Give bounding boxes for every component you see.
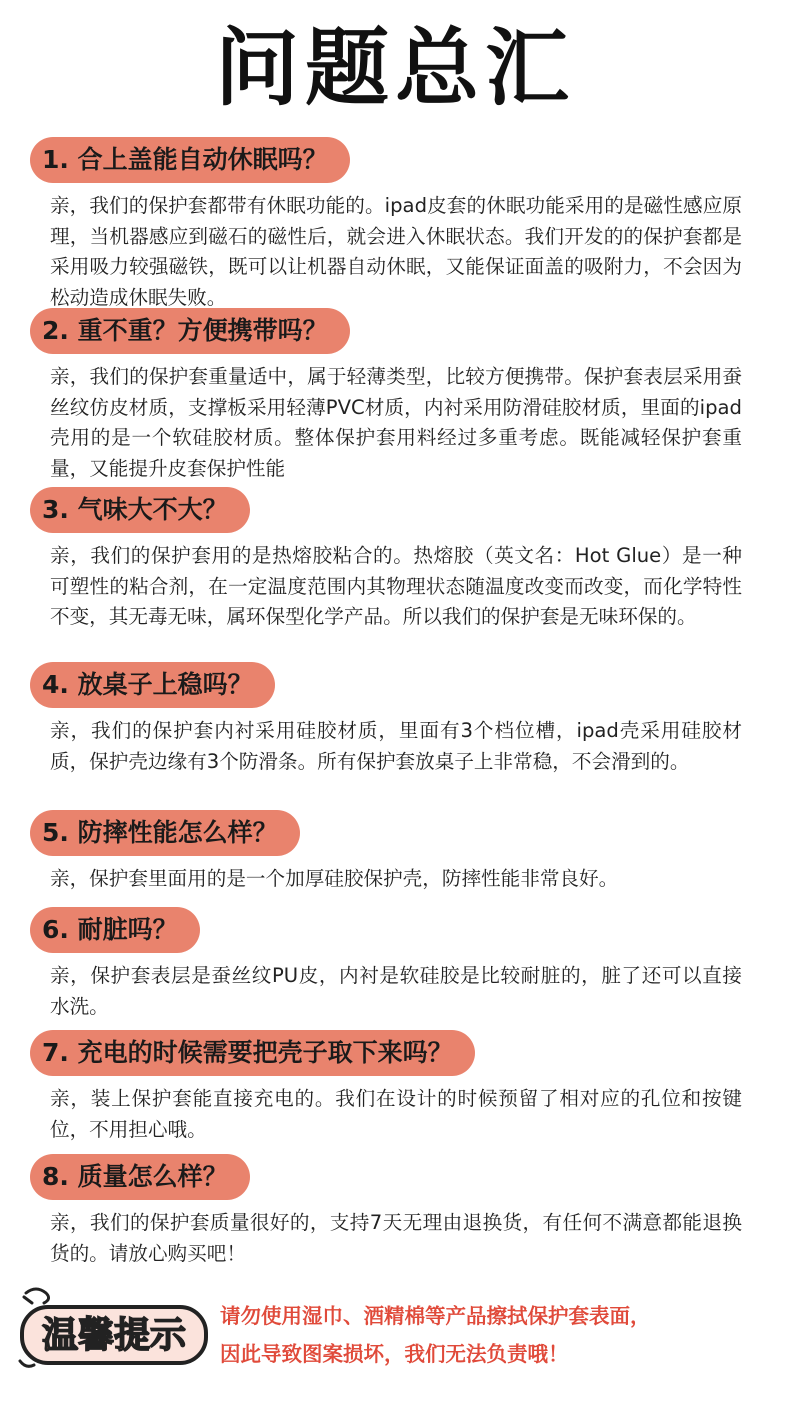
answer-text: 亲，我们的保护套用的是热熔胶粘合的。热熔胶（英文名：Hot Glue）是一种可塑性的粘合剂，在一定温度范围内其物理状态随温度改变而改变，而化学特性不变，其无毒无味，属环保型化学产品。所以我们的保护套是无味环保的。 xyxy=(50,544,742,628)
answer-text: 亲，我们的保护套质量很好的，支持7天无理由退换货，有任何不满意都能退换货的。请放心购买吧！ xyxy=(50,1211,742,1265)
warm-tip-text xyxy=(220,1297,780,1373)
question-label: 2. 重不重？方便携带吗？ xyxy=(30,308,350,354)
warm-tip-line-2: 因此导致图案损坏，我们无法负责哦！ xyxy=(220,1342,569,1366)
warm-tip xyxy=(0,1283,790,1383)
question-label: 1. 合上盖能自动休眠吗？ xyxy=(30,137,350,183)
faq-item-4 xyxy=(0,662,790,777)
faq-item-8 xyxy=(0,1154,790,1269)
faq-item-2 xyxy=(0,308,790,484)
question-label: 7. 充电的时候需要把壳子取下来吗？ xyxy=(30,1030,475,1076)
answer-text: 亲，装上保护套能直接充电的。我们在设计的时候预留了相对应的孔位和按键位，不用担心哦。 xyxy=(50,1087,742,1141)
faq-item-1 xyxy=(0,137,790,313)
page-title: 问题总汇 xyxy=(214,19,575,117)
answer-text: 亲，我们的保护套内衬采用硅胶材质，里面有3个档位槽，ipad壳采用硅胶材质，保护壳边缘有3个防滑条。所有保护套放桌子上非常稳，不会滑到的。 xyxy=(50,719,742,773)
answer-text: 亲，保护套表层是蚕丝纹PU皮，内衬是软硅胶是比较耐脏的，脏了还可以直接水洗。 xyxy=(50,964,742,1018)
question-label: 8. 质量怎么样？ xyxy=(30,1154,250,1200)
faq-item-5 xyxy=(0,810,790,895)
faq-item-7 xyxy=(0,1030,790,1145)
question-label: 4. 放桌子上稳吗？ xyxy=(30,662,275,708)
question-label: 3. 气味大不大？ xyxy=(30,487,250,533)
warm-tip-badge xyxy=(14,1283,212,1378)
answer-text: 亲，我们的保护套都带有休眠功能的。ipad皮套的休眠功能采用的是磁性感应原理，当机器感应到磁石的磁性后，就会进入休眠状态。我们开发的的保护套都是采用吸力较强磁铁，既可以让机器自动休眠，又能保证面盖的吸附力，不会因为松动造成休眠失败。 xyxy=(50,194,742,309)
answer-text: 亲，保护套里面用的是一个加厚硅胶保护壳，防摔性能非常良好。 xyxy=(50,867,619,890)
question-label: 6. 耐脏吗？ xyxy=(30,907,200,953)
answer-text: 亲，我们的保护套重量适中，属于轻薄类型，比较方便携带。保护套表层采用蚕丝纹仿皮材质，支撑板采用轻薄PVC材质，内衬采用防滑硅胶材质，里面的ipad壳用的是一个软硅胶材质。整体保护套用料经过多重考虑。既能减轻保护套重量，又能提升皮套保护性能 xyxy=(50,365,742,480)
badge-text: 温馨提示 xyxy=(41,1315,187,1356)
warm-tip-line-1: 请勿使用湿巾、酒精棉等产品擦拭保护套表面， xyxy=(220,1304,651,1328)
faq-item-3 xyxy=(0,487,790,633)
faq-item-6 xyxy=(0,907,790,1022)
question-label: 5. 防摔性能怎么样？ xyxy=(30,810,300,856)
